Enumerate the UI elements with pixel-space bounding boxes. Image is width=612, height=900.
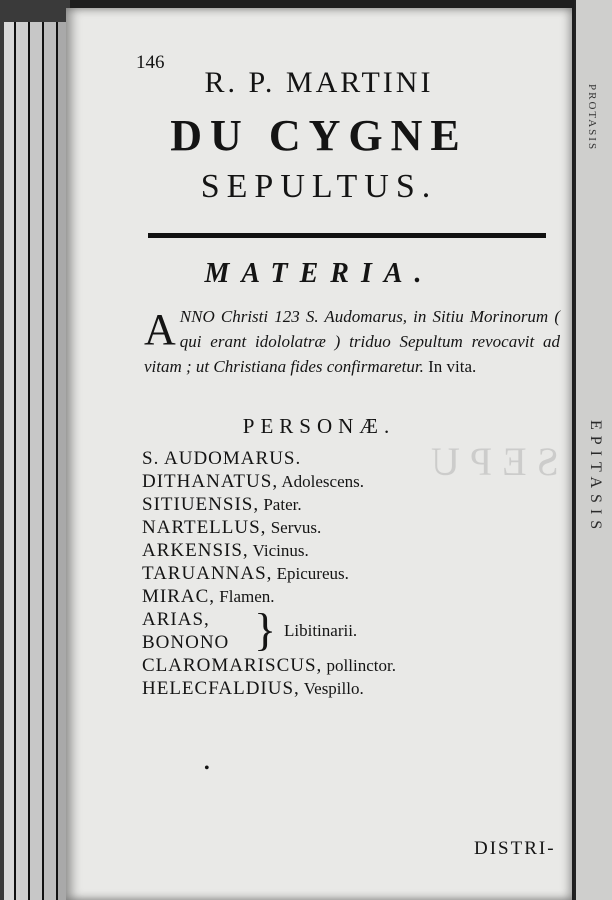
page-number: 146 <box>136 52 165 73</box>
cast-role: Adolescens. <box>281 472 365 491</box>
title-line-2: DU CYGNE <box>170 111 468 160</box>
cast-role: Servus. <box>270 518 322 537</box>
book-page <box>66 8 572 900</box>
stray-mark: • <box>204 760 210 777</box>
catchword: DISTRI- <box>474 838 556 859</box>
cast-name: CLAROMARISCUS, <box>142 655 323 676</box>
cast-role: Libitinarii. <box>284 621 358 640</box>
cast-name: TARUANNAS, <box>142 563 273 584</box>
cast-name: HELECFALDIUS, <box>142 678 300 699</box>
cast-name: NARTELLUS, <box>142 517 267 538</box>
title-line-1: R. P. MARTINI <box>204 66 434 99</box>
cast-row <box>142 678 562 701</box>
cast-row <box>142 471 562 494</box>
cast-row <box>142 655 562 678</box>
facing-page-upper-text: PROTASIS <box>586 84 598 152</box>
materia-source: In vita. <box>428 357 477 376</box>
cast-row <box>142 540 562 563</box>
cast-role: Pater. <box>263 495 302 514</box>
personae-heading: PERSONÆ. <box>242 414 396 438</box>
cast-name: ARKENSIS, <box>142 540 249 561</box>
cast-row <box>142 517 562 540</box>
show-through-text: SEPU <box>421 439 559 484</box>
cast-row <box>142 494 562 517</box>
cast-name: SITIUENSIS, <box>142 494 260 515</box>
brace-icon: } <box>254 604 277 655</box>
materia-heading: MATERIA. <box>204 258 434 289</box>
cast-name: BONONO <box>142 632 230 653</box>
cast-role: Epicureus. <box>276 564 349 583</box>
cast-group-libitinarii <box>142 604 562 655</box>
materia-paragraph <box>144 304 560 379</box>
page-edges <box>0 0 70 900</box>
facing-page-lower-text: EPITASIS <box>587 420 604 536</box>
cast-role: Vespillo. <box>303 679 364 698</box>
cast-name: DITHANATUS, <box>142 471 279 492</box>
materia-text: NNO Christi 123 S. Audomarus, in Sitiu Morinorum ( qui erant idololatræ ) triduo Sepultum revocavit ad vitam ; ut Christiana fides confirmaretur. <box>144 307 560 376</box>
cast-row <box>142 586 562 609</box>
cast-row <box>142 563 562 586</box>
cast-role: pollinctor. <box>326 656 396 675</box>
drop-cap: A <box>144 305 176 354</box>
cast-list <box>142 448 562 701</box>
cast-name: S. AUDOMARUS. <box>142 448 302 469</box>
cast-name: MIRAC, <box>142 586 216 607</box>
title-line-3: SEPULTUS. <box>200 168 438 205</box>
cast-row <box>142 448 562 471</box>
facing-page <box>574 0 612 900</box>
cast-role: Vicinus. <box>252 541 309 560</box>
cast-name: ARIAS, <box>142 609 210 630</box>
cast-role: Flamen. <box>219 587 275 606</box>
title-rule <box>148 233 546 238</box>
